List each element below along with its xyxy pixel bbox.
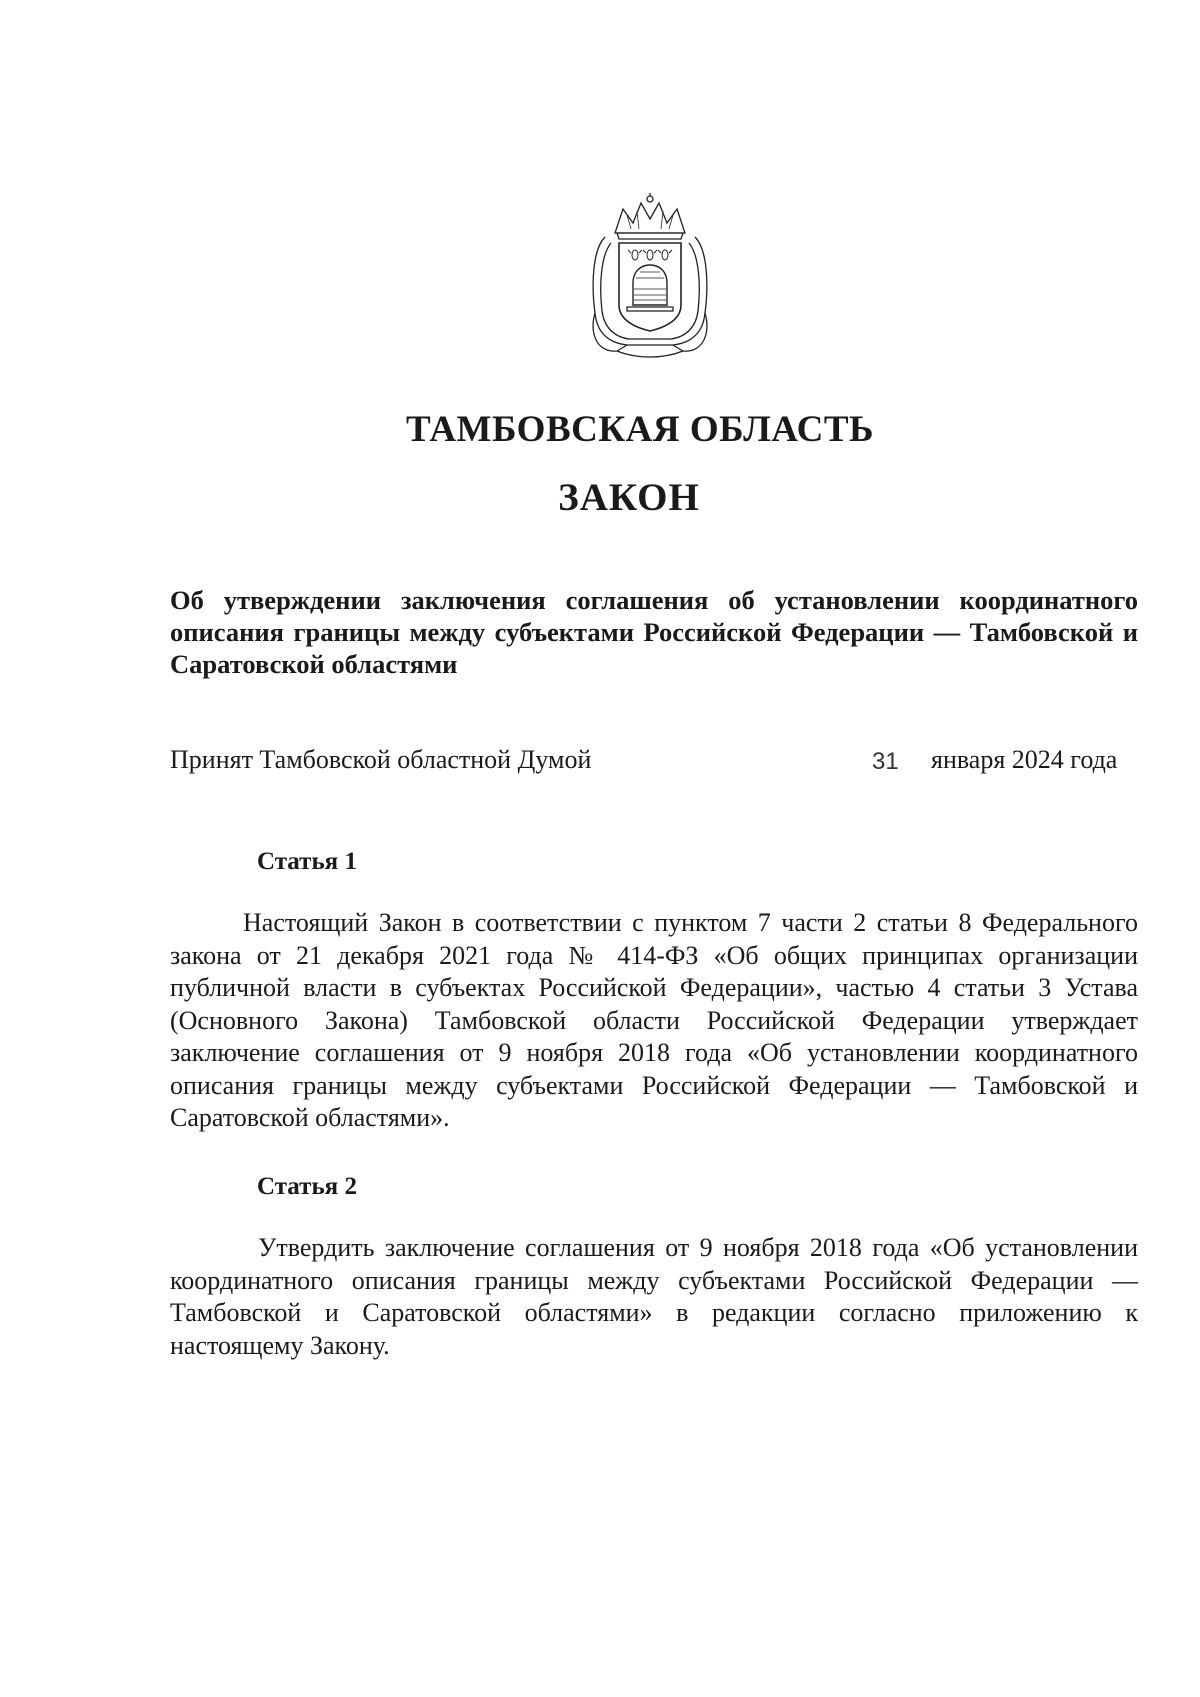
article-1-text: Настоящий Закон в соответствии с пунктом 7 части 2 статьи 8 Федерального закона от 21 декабря 2021 года № 414-ФЗ «Об общих принципах организации публичной власти в субъектах Российской Федерации», частью 4 статьи 3 Устава (Основного Закона) Тамбовской области Российской Федерации утверждает заключение соглашения от 9 ноября 2018 года «Об установлении координатного описания границы между субъектами Российской Федерации — Тамбовской и Саратовской областями».	[170, 908, 1138, 1132]
adopted-by: Принят Тамбовской областной Думой	[170, 745, 592, 774]
law-title: Об утверждении заключения соглашения об установлении координатного описания границы между субъектами Российской Федерации — Тамбовской и Саратовской областями	[170, 585, 1138, 679]
document-type: ЗАКОН	[558, 476, 700, 519]
article-2-text: Утвердить заключение соглашения от 9 ноября 2018 года «Об установлении координатного описания границы между субъектами Российской Федерации — Тамбовской и Саратовской областями» в редакции согласно приложению к настоящему Закону.	[170, 1233, 1138, 1360]
article-2-heading: Статья 2	[257, 1173, 357, 1200]
tambov-coat-of-arms-icon	[587, 193, 713, 359]
region-name: ТАМБОВСКАЯ ОБЛАСТЬ	[405, 409, 874, 450]
article-1-heading: Статья 1	[257, 848, 357, 875]
adoption-day: 31	[872, 748, 899, 775]
adoption-month-year: января 2024 года	[931, 745, 1118, 774]
